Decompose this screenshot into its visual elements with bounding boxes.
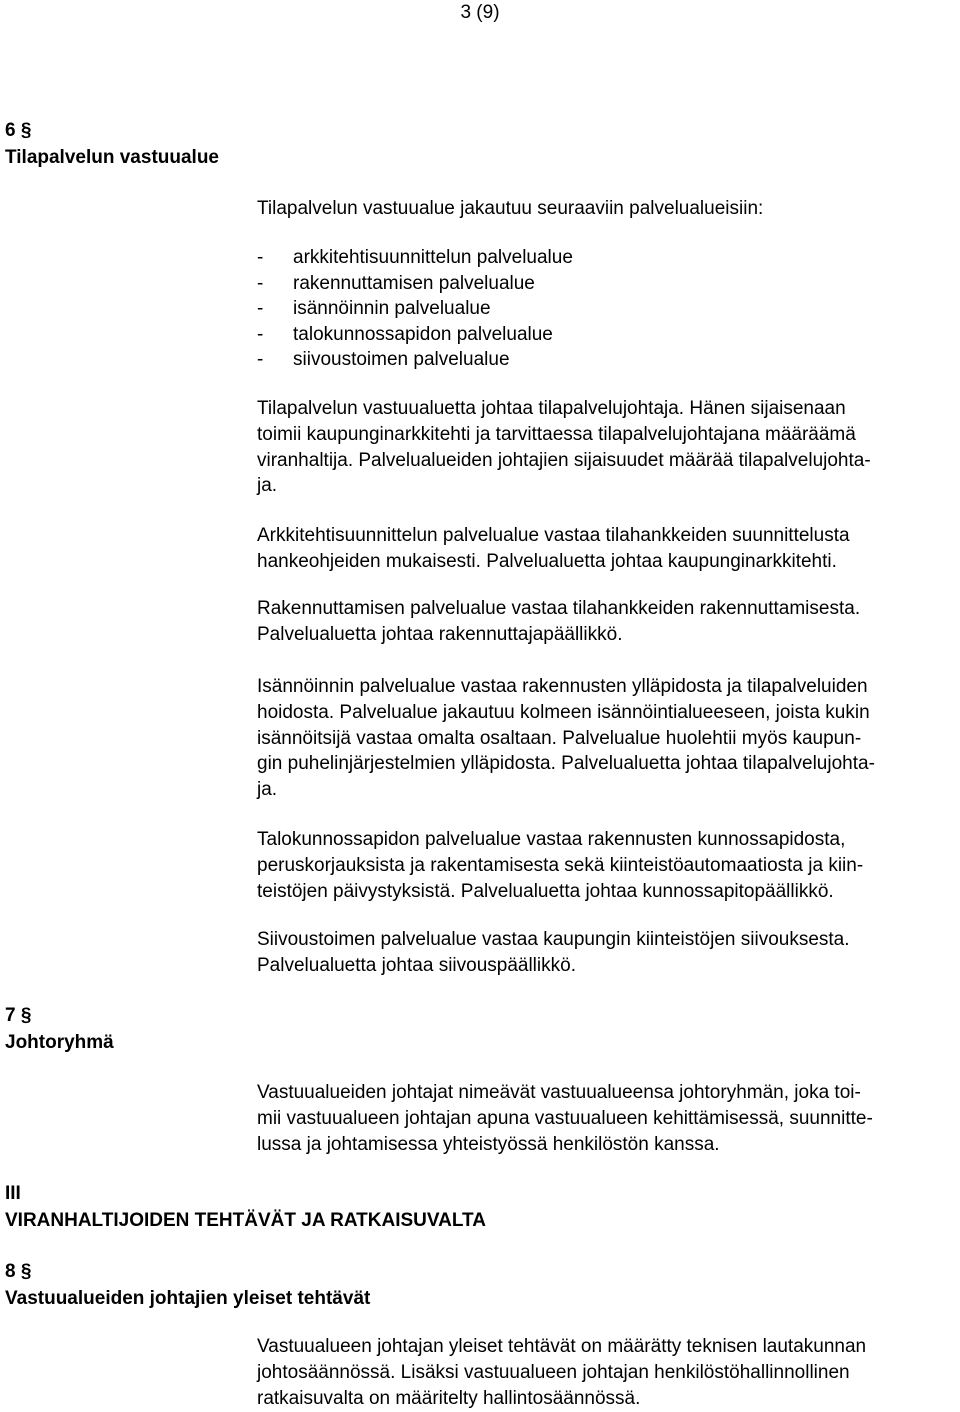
section-6-title: Tilapalvelun vastuualue (5, 147, 220, 168)
section-7-heading (5, 1002, 114, 1056)
paragraph: Vastuualueiden johtajat nimeävät vastuualueensa johtoryhmän, joka toi- mii vastuualueen johtajan apuna vastuualueen kehittämisessä, suunnitte- lussa ja johtamisessa yhteistyössä henkilöstön kanssa. (257, 1082, 873, 1155)
section-6-intro (257, 196, 957, 222)
paragraph: Vastuualueen johtajan yleiset tehtävät on määrätty teknisen lautakunnan johtosäännössä. Lisäksi vastuualueen johtajan henkilöstöhallinnollinen ratkaisuvalta on määritelty hallintosäännössä. (257, 1336, 867, 1409)
section-7-title: Johtoryhmä (5, 1032, 114, 1053)
section-8-number: 8 § (5, 1261, 32, 1282)
chapter-3-heading (5, 1180, 486, 1234)
paragraph: Isännöinnin palvelualue vastaa rakennusten ylläpidosta ja tilapalveluiden hoidosta. Palvelualue jakautuu kolmeen isännöintialueeseen, joista kukin isännöitsijä vastaa omalta osaltaan. Palvelualue huolehtii myös kaupun- gin puhelinjärjestelmien ylläpidosta. Palvelualuetta johtaa tilapalvelujohta- ja. (257, 676, 875, 801)
list-item: - rakennuttamisen palvelualue (257, 272, 535, 294)
list-item: - siivoustoimen palvelualue (257, 349, 510, 370)
section-6-heading (5, 117, 219, 171)
chapter-3-title: VIRANHALTIJOIDEN TEHTÄVÄT JA RATKAISUVALTA (5, 1210, 486, 1231)
paragraph: Rakennuttamisen palvelualue vastaa tilahankkeiden rakennuttamisesta. Palvelualuetta johtaa rakennuttajapäällikkö. (257, 598, 861, 645)
paragraph: Tilapalvelun vastuualuetta johtaa tilapalvelujohtaja. Hänen sijaisenaan toimii kaupunginarkkitehti ja tarvittaessa tilapalvelujohtajana määräämä viranhaltija. Palvelualueiden johtajien sijaisuudet määrää tilapalvelujohta- ja. (257, 398, 871, 497)
list-item: - talokunnossapidon palvelualue (257, 323, 553, 345)
chapter-3-number: III (5, 1183, 21, 1204)
section-7-number: 7 § (5, 1005, 32, 1026)
list-item: - isännöinnin palvelualue (257, 298, 491, 319)
paragraph: Siivoustoimen palvelualue vastaa kaupungin kiinteistöjen siivouksesta. Palvelualuetta johtaa siivouspäällikkö. (257, 929, 850, 976)
section-8-heading (5, 1258, 370, 1312)
paragraph: Talokunnossapidon palvelualue vastaa rakennusten kunnossapidosta, peruskorjauksista ja rakentamisesta sekä kiinteistöautomaatiosta ja kiin- teistöjen päivystyksistä. Palvelualuetta johtaa kunnossapitopäällikkö. (257, 829, 864, 902)
list-item: - arkkitehtisuunnittelun palvelualue (257, 247, 573, 268)
section-6-number: 6 § (5, 120, 32, 141)
section-8-title: Vastuualueiden johtajien yleiset tehtävät (5, 1288, 371, 1309)
paragraph: Arkkitehtisuunnittelun palvelualue vastaa tilahankkeiden suunnittelusta hankeohjeiden mukaisesti. Palvelualuetta johtaa kaupunginarkkitehti. (257, 525, 850, 572)
page-number: 3 (9) (460, 2, 500, 23)
intro-line: Tilapalvelun vastuualue jakautuu seuraaviin palvelualueisiin: (257, 198, 764, 219)
service-area-list (257, 245, 957, 373)
